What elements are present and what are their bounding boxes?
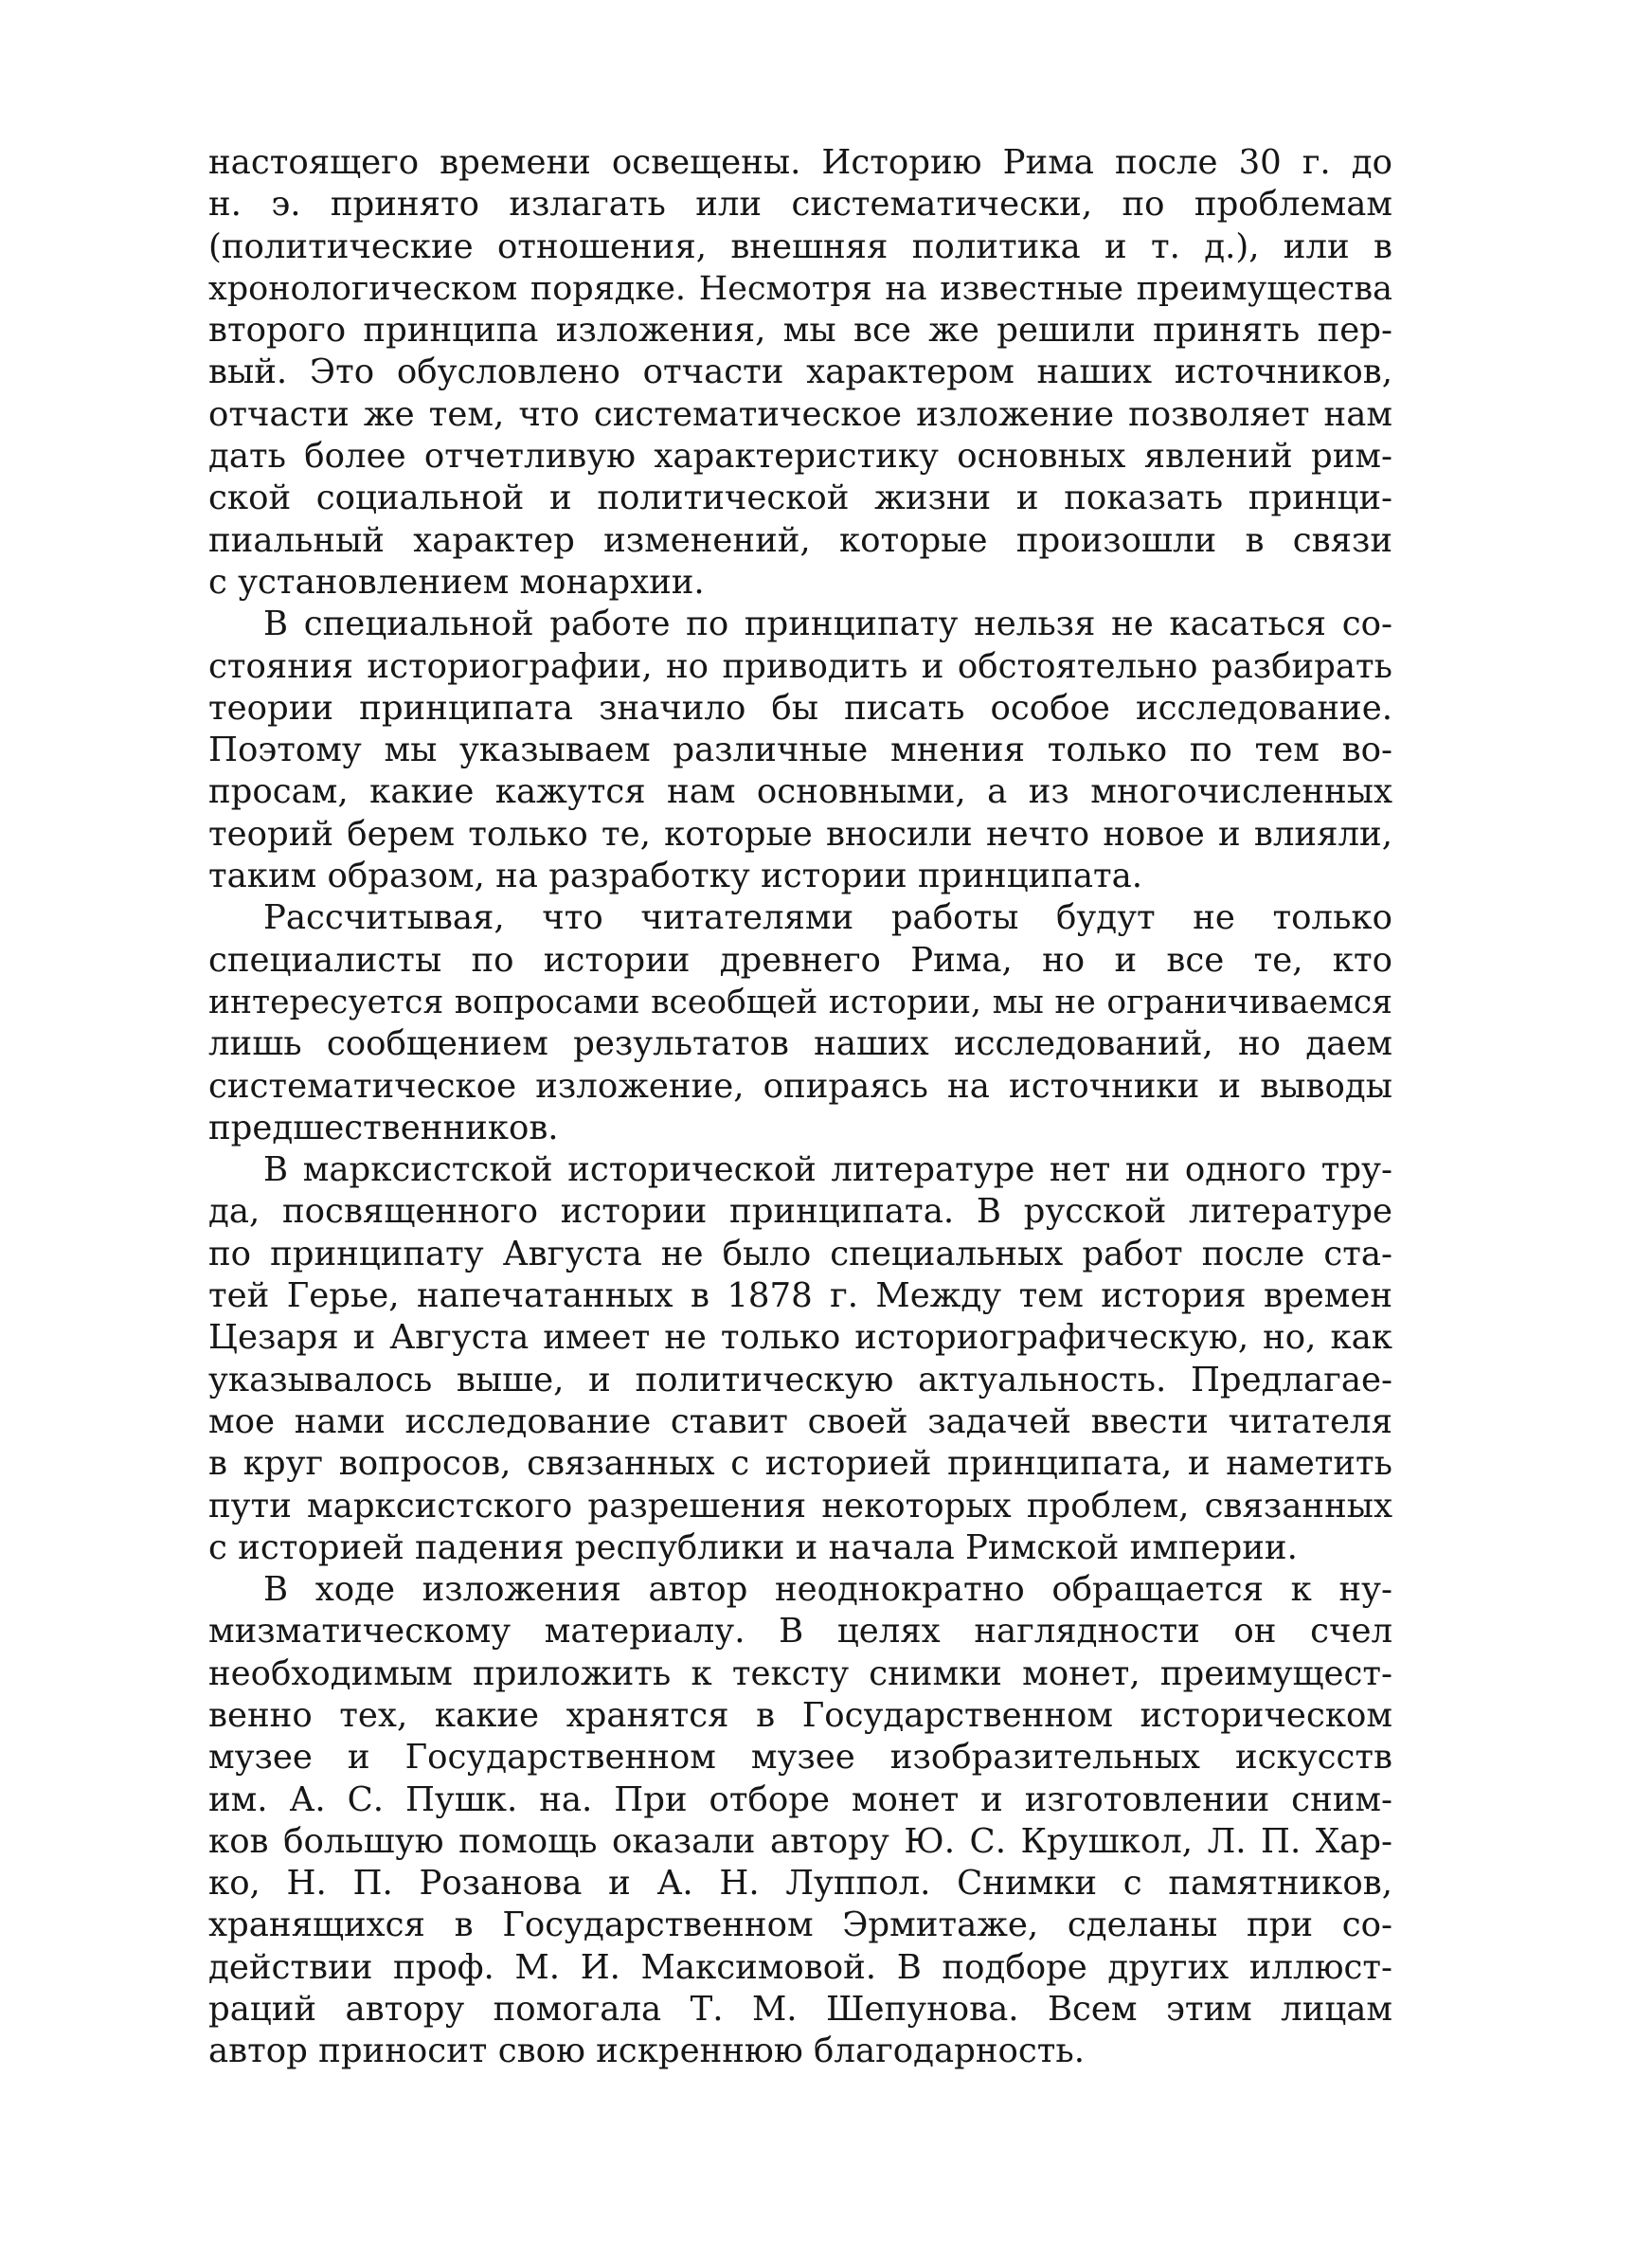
text-line: дать более отчетливую характеристику основных явлений рим- xyxy=(208,437,1392,477)
text-line: Рассчитывая, что читателями работы будут не только xyxy=(263,898,1392,938)
text-line: необходимым приложить к тексту снимки монет, преимущест- xyxy=(208,1653,1392,1693)
paragraph xyxy=(208,1149,1392,1569)
page-body-text xyxy=(208,142,1392,2073)
text-line: автор приносит свою искреннюю благодарность. xyxy=(208,2031,1086,2071)
paragraph xyxy=(208,1569,1392,2073)
text-line: пути марксистского разрешения некоторых проблем, связанных xyxy=(208,1486,1392,1526)
text-line: просам, какие кажутся нам основными, а из многочисленных xyxy=(208,772,1392,812)
text-line: второго принципа изложения, мы все же решили принять пер- xyxy=(208,311,1392,351)
text-line: специалисты по истории древнего Рима, но и все те, кто xyxy=(208,940,1392,980)
text-line: хранящихся в Государственном Эрмитаже, сделаны при со- xyxy=(208,1905,1392,1945)
text-line: ской социальной и политической жизни и показать принци- xyxy=(208,478,1392,518)
text-line: лишь сообщением результатов наших исследований, но даем xyxy=(208,1024,1392,1064)
text-line: ков большую помощь оказали автору Ю. С. Крушкол, Л. П. Хар- xyxy=(208,1821,1392,1861)
text-line: настоящего времени освещены. Историю Рима после 30 г. до xyxy=(208,143,1392,182)
text-line: стояния историографии, но приводить и обстоятельно разбирать xyxy=(208,646,1392,686)
text-line: венно тех, какие хранятся в Государственном историческом xyxy=(208,1695,1392,1735)
paragraph xyxy=(208,604,1392,897)
text-line: В ходе изложения автор неоднократно обращается к ну- xyxy=(263,1570,1392,1610)
paragraph xyxy=(208,897,1392,1149)
text-line: теорий берем только те, которые вносили нечто новое и влияли, xyxy=(208,814,1392,854)
text-line: таким образом, на разработку истории принципата. xyxy=(208,857,1143,896)
text-line: предшественников. xyxy=(208,1108,559,1147)
text-line: интересуется вопросами всеобщей истории, мы не ограничиваемся xyxy=(208,983,1392,1021)
text-line: Цезаря и Августа имеет не только историографическую, но, как xyxy=(208,1318,1392,1358)
text-line: (политические отношения, внешняя политика и т. д.), или в xyxy=(208,226,1392,266)
text-line: вый. Это обусловлено отчасти характером наших источников, xyxy=(208,352,1392,392)
text-line: пиальный характер изменений, которые произошли в связи xyxy=(208,520,1392,560)
text-line: хронологическом порядке. Несмотря на известные преимущества xyxy=(208,269,1392,308)
text-line: мизматическому материалу. В целях наглядности он счел xyxy=(208,1612,1392,1652)
text-line: систематическое изложение, опираясь на источники и выводы xyxy=(208,1066,1392,1106)
text-line: В специальной работе по принципату нельзя не касаться со- xyxy=(263,605,1392,644)
text-line: указывалось выше, и политическую актуальность. Предлагае- xyxy=(208,1360,1392,1399)
text-line: действии проф. М. И. Максимовой. В подборе других иллюст- xyxy=(208,1947,1392,1987)
text-line: с установлением монархии. xyxy=(208,562,705,602)
text-line: тей Герье, напечатанных в 1878 г. Между тем история времен xyxy=(208,1276,1392,1316)
text-line: раций автору помогала Т. М. Шепунова. Всем этим лицам xyxy=(208,1990,1392,2030)
text-line: им. А. С. Пушк. на. При отборе монет и изготовлении сним- xyxy=(208,1779,1392,1819)
text-line: Поэтому мы указываем различные мнения только по тем во- xyxy=(208,731,1392,770)
text-line: В марксистской исторической литературе нет ни одного тру- xyxy=(263,1150,1392,1190)
text-line: отчасти же тем, что систематическое изложение позволяет нам xyxy=(208,394,1392,434)
text-line: с историей падения республики и начала Римской империи. xyxy=(208,1527,1298,1567)
text-line: в круг вопросов, связанных с историей принципата, и наметить xyxy=(208,1444,1392,1484)
text-line: ко, Н. П. Розанова и А. Н. Луппол. Снимки с памятников, xyxy=(208,1864,1392,1904)
text-line: мое нами исследование ставит своей задачей ввести читателя xyxy=(208,1401,1392,1441)
text-line: н. э. принято излагать или систематически, по проблемам xyxy=(208,185,1392,225)
text-line: да, посвященного истории принципата. В русской литературе xyxy=(208,1192,1392,1232)
text-line: теории принципата значило бы писать особое исследование. xyxy=(208,688,1392,728)
text-line: музее и Государственном музее изобразительных искусств xyxy=(208,1738,1392,1778)
text-line: по принципату Августа не было специальных работ после ста- xyxy=(208,1234,1392,1273)
paragraph xyxy=(208,142,1392,604)
